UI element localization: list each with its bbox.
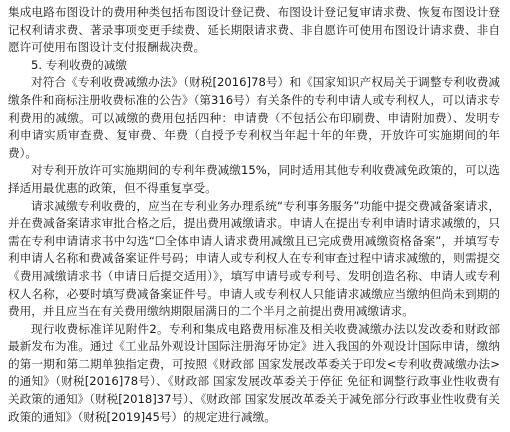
paragraph-layout-design-fees: 集成电路布图设计的费用种类包括布图设计登记费、布图设计登记复审请求费、恢复布图设计登记权利请求费、著录事项变更手续费、延长期限请求费、非自愿许可使用布图设计请求费、非自愿许可使用布图设计支付报酬裁决费。: [8, 5, 500, 55]
paragraph-open-license-reduction: 对专利开放许可实施期间的专利年费减缴15%，同时适用其他专利收费减免政策的，可以选择适用最优惠的政策，但不得重复享受。: [8, 163, 500, 195]
paragraph-reduction-eligibility: 对符合《专利收费减缴办法》（财税[2016]78号）和《国家知识产权局关于调整专利收费减缴条件和商标注册收费标准的公告》（第316号）有关条件的专利申请人或专利权人，可以请求专利费用的减缴。可以减缴的费用包括四种：申请费（不包括公布印刷费、申请附加费）、发明专利申请实质审查费、复审费、年费（自授予专利权当年起十年的年费，开放许可实施期间的年费）。: [8, 75, 500, 160]
paragraph-current-fee-standards: 现行收费标准详见附件2。专利和集成电路费用标准及相关收费减缴办法以发改委和财政部最新发布为准。通过《工业品外观设计国际注册海牙协定》进入我国的外观设计国际申请，缴纳的第一期和第二期单独指定费，可按照《财政部 国家发展改革委关于印发<专利收费减缴办法>的通知》（财税[2016]78号）、《财政部 国家发展改革委关于停征 免征和调整行政事业性收费有关政策的通知》（财税[2018]37号）、《财政部 国家发展改革委关于减免部分行政事业性收费有关政策的通知》（财税[2019]45号）的规定进行减缴。: [8, 321, 500, 424]
paragraph-reduction-procedure: 请求减缴专利收费的，应当在专利业务办理系统“专利事务服务”功能中提交费减备案请求，并在费减备案请求审批合格之后，提出费用减缴请求。申请人在提出专利申请时请求减缴的，只需在专利申请请求书中勾选“☐全体申请人请求费用减缴且已完成费用减缴资格备案”，并填写专利申请人名称和费减备案证件号码；申请人或专利权人在专利审查过程中请求减缴的，则需提交《费用减缴请求书（申请日后提交适用）》，填写申请号或专利号、发明创造名称、申请人或专利权人名称，必要时填写费减备案证件号。申请人或专利权人只能请求减缴应当缴纳但尚未到期的费用，并且应当在有关费用缴纳期限届满日的二个半月之前提出费用减缴请求。: [8, 198, 500, 319]
section-heading-fee-reduction: 5. 专利收费的减缴: [31, 57, 127, 72]
